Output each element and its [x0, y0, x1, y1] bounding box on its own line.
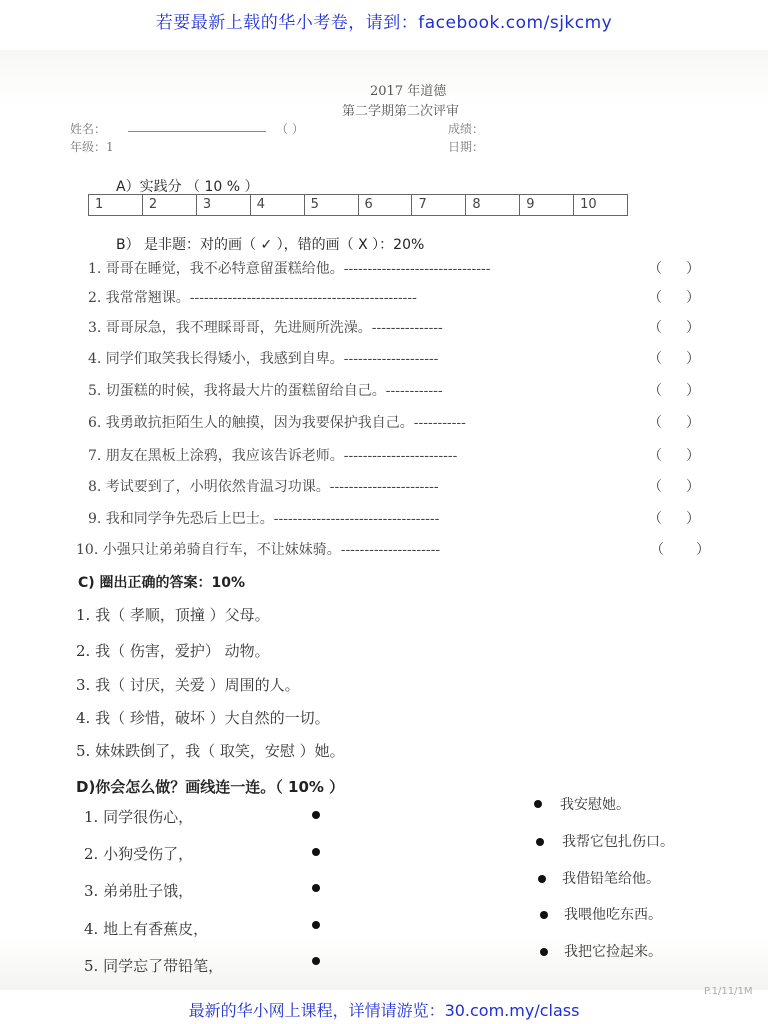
true-false-item	[88, 380, 708, 404]
name-label: 姓名：	[70, 122, 107, 136]
score-cell: 9	[520, 195, 574, 215]
answer-paren-left: （	[648, 261, 662, 277]
answer-paren-right: ）	[686, 351, 700, 367]
answer-paren-right: ）	[686, 320, 700, 336]
item-text: 10. 小强只让弟弟骑自行车，不让妹妹骑。---------------------	[76, 542, 441, 558]
true-false-item	[88, 476, 708, 500]
exam-term-title: 第二学期第二次评审	[342, 104, 460, 119]
section-d-title: D)你会怎么做？画线连一连。（ 10% ）	[76, 778, 345, 796]
exam-year-title: 2017 年道德	[370, 84, 447, 99]
match-dot-right[interactable]	[540, 948, 548, 956]
match-dot-left[interactable]	[312, 848, 320, 856]
true-false-item	[88, 508, 708, 532]
page-number: P.1/11/1M	[704, 986, 753, 997]
item-text: 3. 哥哥尿急，我不理睬哥哥，先进厕所洗澡。---------------	[88, 320, 443, 336]
bottom-banner-link[interactable]: 最新的华小网上课程，详情请游览：30.com.my/class	[188, 1001, 580, 1020]
item-text: 6. 我勇敢抗拒陌生人的触摸，因为我要保护我自己。-----------	[88, 415, 466, 431]
match-left-item: 3. 弟弟肚子饿，	[84, 882, 194, 900]
answer-paren-right: ）	[686, 511, 700, 527]
item-text: 7. 朋友在黑板上涂鸦，我应该告诉老师。------------------------	[88, 448, 458, 464]
score-cell: 8	[466, 195, 520, 215]
match-left-item: 1. 同学很伤心，	[84, 808, 194, 826]
match-left-item: 5. 同学忘了带铅笔，	[84, 957, 224, 975]
item-text: 4. 同学们取笑我长得矮小，我感到自卑。--------------------	[88, 351, 439, 367]
answer-paren-right: ）	[686, 290, 700, 306]
answer-paren-left: （	[648, 351, 662, 367]
answer-paren-left: （	[648, 415, 662, 431]
answer-paren-left: （	[648, 290, 662, 306]
item-text: 8. 考试要到了，小明依然肯温习功课。-----------------------	[88, 479, 439, 495]
answer-paren-left: （	[648, 479, 662, 495]
section-a-score-row	[88, 194, 628, 216]
item-text: 9. 我和同学争先恐后上巴士。-----------------------------------	[88, 511, 440, 527]
answer-paren-right: ）	[696, 542, 710, 558]
score-cell: 6	[359, 195, 413, 215]
match-dot-right[interactable]	[534, 800, 542, 808]
true-false-item	[88, 287, 708, 311]
match-right-item: 我喂他吃东西。	[564, 907, 662, 923]
true-false-item	[88, 412, 708, 436]
match-right-item: 我安慰她。	[560, 797, 630, 813]
score-label: 成绩：	[448, 122, 485, 136]
match-dot-left[interactable]	[312, 811, 320, 819]
grade-label: 年级：1	[70, 140, 114, 154]
match-left-item: 4. 地上有香蕉皮，	[84, 920, 209, 938]
score-cell: 10	[580, 197, 597, 212]
item-text: 5. 切蛋糕的时候，我将最大片的蛋糕留给自己。------------	[88, 383, 443, 399]
answer-paren-right: ）	[686, 261, 700, 277]
match-dot-left[interactable]	[312, 884, 320, 892]
answer-paren-left: （	[648, 511, 662, 527]
match-dot-right[interactable]	[540, 911, 548, 919]
answer-paren-right: ）	[686, 479, 700, 495]
match-right-item: 我把它捡起来。	[564, 944, 662, 960]
section-b-title: B） 是非题：对的画（ ✓ ），错的画（ X ）：20%	[116, 237, 425, 253]
name-blank-line	[128, 131, 266, 132]
choice-item: 3. 我（ 讨厌，关爱 ）周围的人。	[76, 676, 300, 694]
answer-paren-right: ）	[686, 415, 700, 431]
item-text: 1. 哥哥在睡觉，我不必特意留蛋糕给他。-------------------------------	[88, 261, 491, 277]
answer-paren-left: （	[648, 320, 662, 336]
section-a-title: A）实践分 （ 10 % ）	[116, 179, 259, 195]
match-dot-right[interactable]	[536, 838, 544, 846]
answer-paren-left: （	[648, 383, 662, 399]
section-c-title: C) 圈出正确的答案：10%	[78, 575, 246, 591]
true-false-item	[76, 539, 710, 563]
top-banner-link[interactable]: 若要最新上载的华小考卷，请到：facebook.com/sjkcmy	[155, 13, 613, 33]
score-cell: 2	[143, 195, 197, 215]
choice-item: 2. 我（ 伤害，爱护） 动物。	[76, 642, 270, 660]
score-cell: 3	[197, 195, 251, 215]
choice-item: 4. 我（ 珍惜，破坏 ）大自然的一切。	[76, 709, 330, 727]
score-cell: 1	[89, 195, 143, 215]
match-right-item: 我借铅笔给他。	[562, 871, 660, 887]
true-false-item	[88, 445, 708, 469]
item-text: 2. 我常常翘课。------------------------------------------------	[88, 290, 417, 306]
score-cell: 7	[412, 195, 466, 215]
answer-paren-left: （	[650, 542, 664, 558]
true-false-item	[88, 348, 708, 372]
score-cell: 5	[305, 195, 359, 215]
answer-paren-left: （	[648, 448, 662, 464]
match-dot-left[interactable]	[312, 957, 320, 965]
answer-paren-right: ）	[686, 383, 700, 399]
answer-paren-right: ）	[686, 448, 700, 464]
true-false-item	[88, 258, 708, 282]
choice-item: 1. 我（ 孝顺，顶撞 ）父母。	[76, 606, 270, 624]
choice-item: 5. 妹妹跌倒了，我（ 取笑，安慰 ）她。	[76, 742, 345, 760]
score-cell: 4	[251, 195, 305, 215]
match-right-item: 我帮它包扎伤口。	[562, 834, 674, 850]
match-left-item: 2. 小狗受伤了，	[84, 845, 194, 863]
match-dot-right[interactable]	[538, 875, 546, 883]
true-false-item	[88, 317, 708, 341]
class-paren: （ ）	[276, 122, 304, 136]
date-label: 日期：	[448, 140, 485, 154]
match-dot-left[interactable]	[312, 921, 320, 929]
